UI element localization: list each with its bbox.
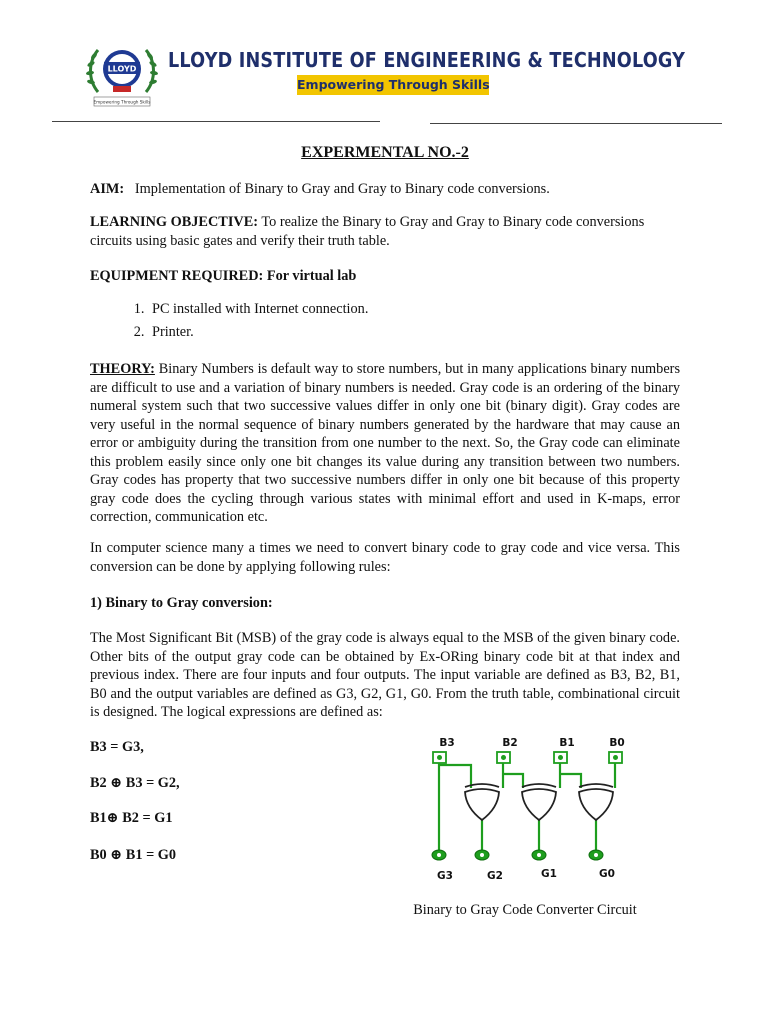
xor-gate-g1 (522, 784, 556, 820)
equation-g3: B3 = G3, (90, 739, 144, 755)
section1-heading (90, 594, 680, 613)
list-item: 2. Printer. (148, 323, 678, 342)
institute-logo (86, 42, 158, 110)
input-label-b2: B2 (502, 737, 518, 749)
equation-g0: B0 ⊕ B1 = G0 (90, 847, 177, 863)
output-label-g0: G0 (599, 868, 615, 880)
tagline: Empowering Through Skills (297, 75, 489, 95)
aim-text: Implementation of Binary to Gray and Gray to Binary code conversions. (134, 181, 550, 197)
input-label-b3: B3 (439, 737, 455, 749)
output-label-g1: G1 (541, 868, 557, 880)
theory-text: Binary Numbers is default way to store numbers, but in many applications binary numbers are difficult to use and a variation of binary numbers is needed. Gray code is an ordering of the binary numeral system such that two successive values differ in only one bit (binary digit). Gray codes are very useful in the normal sequence of binary numbers generated by the hardware that may cause an error or ambiguity during the transition from one number to the next. So, the Gray code can eliminate this problem easily since only one bit changes its value during any transition between two numbers. Gray codes has property that two successive numbers differ in only one bit because of this property gray code does the cycling through various states with minimal effort and used in K-maps, error correction, communication etc. (90, 361, 681, 525)
objective-paragraph (90, 213, 680, 250)
input-pin-dots (437, 755, 618, 760)
xor-gate-g0 (579, 784, 613, 820)
theory-paragraph (90, 360, 680, 527)
xor-gates (465, 784, 613, 820)
logo-ring-text: Empowering Through Skills (93, 99, 151, 105)
institution-name: LLOYD INSTITUTE OF ENGINEERING & TECHNOLOGY (168, 48, 686, 72)
equipment-heading (90, 267, 680, 286)
equipment-heading-text: EQUIPMENT REQUIRED: For virtual lab (90, 268, 357, 284)
letterhead (0, 0, 768, 130)
section1-paragraph: The Most Significant Bit (MSB) of the gray code is always equal to the MSB of the given binary code. Other bits of the output gray code can be obtained by Ex-ORing binary code bit at that index and previous index. There are four inputs and four outputs. The input variable are defined as B3, B2, B1, B0 and the output variables are defined as G3, G2, G1, G0. From the truth table, combinational circuit is designed. The logical expressions are defined as: (90, 630, 680, 720)
output-pin-dots (437, 853, 598, 857)
input-label-b0: B0 (609, 737, 625, 749)
input-pins (433, 752, 622, 763)
aim-paragraph (90, 180, 680, 199)
objective-text: To realize the Binary to Gray and Gray to Binary code conversions circuits using basic gates and verify their truth table. (90, 214, 645, 249)
equipment-list (90, 300, 678, 345)
conversion-intro: In computer science many a times we need to convert binary code to gray code and vice versa. This conversion can be done by applying following rules: (90, 540, 680, 575)
logo-text: LLOYD (107, 64, 137, 74)
theory-label: THEORY: (90, 361, 155, 377)
xor-gate-g2 (465, 784, 499, 820)
equation-g1: B1⊕ B2 = G1 (90, 810, 173, 826)
objective-label: LEARNING OBJECTIVE: (90, 214, 259, 230)
equation-g2: B2 ⊕ B3 = G2, (90, 775, 180, 791)
list-item: 1. PC installed with Internet connection. (148, 300, 678, 319)
aim-label: AIM: (90, 181, 125, 197)
output-pins (432, 850, 603, 860)
circuit-caption: Binary to Gray Code Converter Circuit (413, 902, 637, 918)
output-label-g3: G3 (437, 870, 453, 882)
output-label-g2: G2 (487, 870, 503, 882)
binary-to-gray-circuit (425, 728, 645, 888)
input-label-b1: B1 (559, 737, 575, 749)
header-rule-left (52, 121, 380, 122)
experiment-title: EXPERMENTAL NO.-2 (301, 144, 469, 161)
header-rule-right (430, 123, 722, 124)
section1-heading-text: 1) Binary to Gray conversion: (90, 595, 273, 611)
